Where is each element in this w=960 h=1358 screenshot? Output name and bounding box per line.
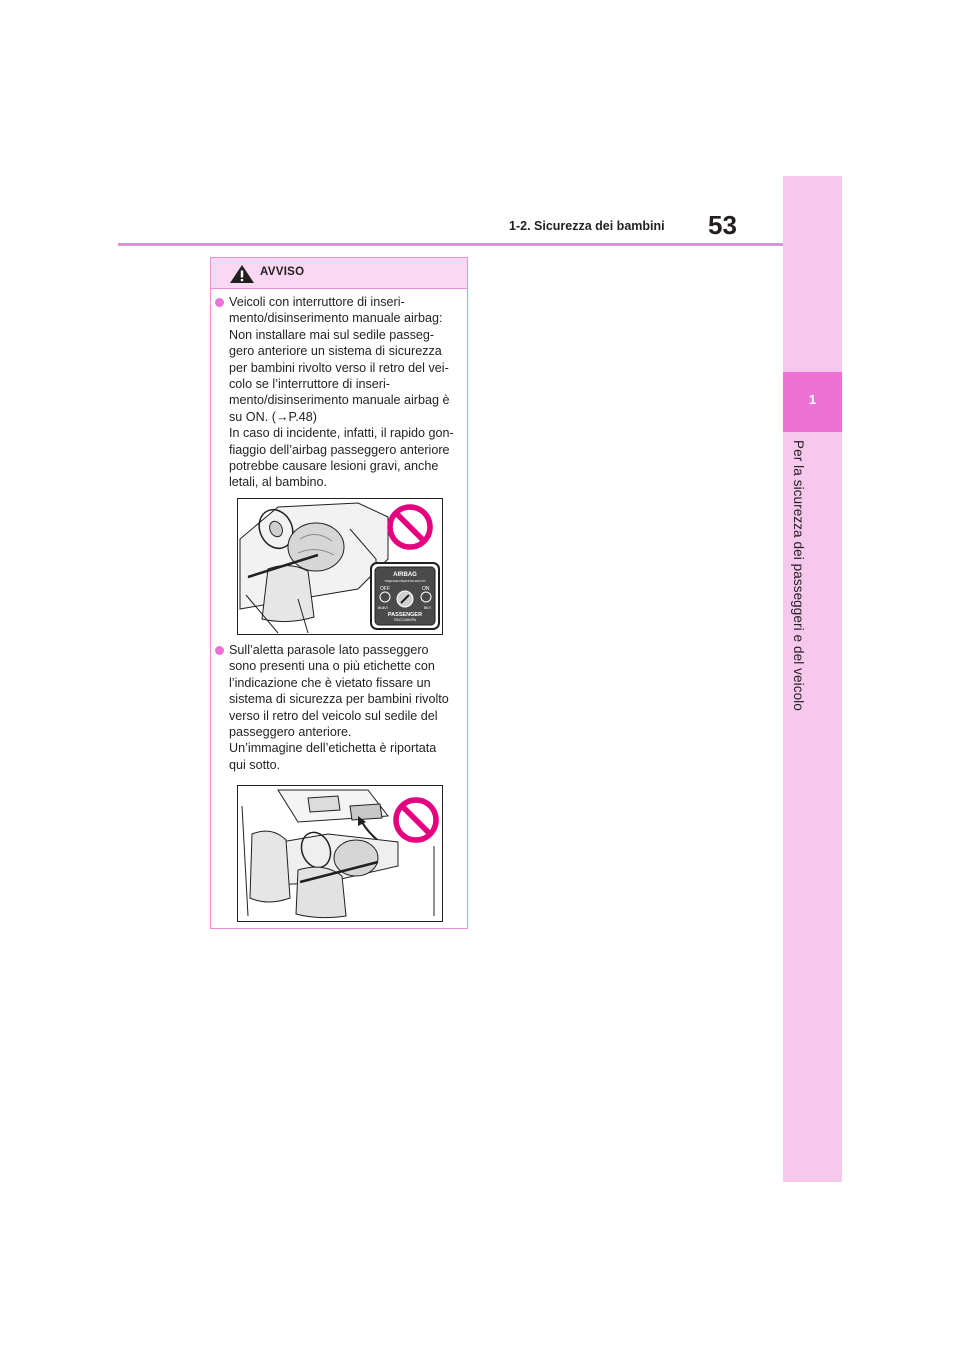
warning-bullet-text: Sull’aletta parasole lato passeggero sono presenti una o più etichette con l’indicazione che è vietato fissare un sistema di sicurezza per bambini rivolto verso il retro del veicolo sul sedile del passeggero anteriore. Un’immagine dell’etichetta è riportata qui sotto. [229,643,449,772]
chapter-number: 1 [808,392,817,407]
switch-off-label: OFF [380,586,390,592]
warning-box [210,257,468,929]
airbag-switch-panel [371,563,439,629]
page-number: 53 [708,210,737,240]
switch-subtitle: ПОДУШКИ БЕЗОПАСНОСТИ [384,579,426,583]
switch-passenger-label-ru: ПАССАЖИРА [393,618,417,622]
header-rule [118,243,783,246]
warning-triangle-icon [229,264,255,284]
section-title: 1-2. Sicurezza dei bambini [509,219,665,233]
warning-bullet-text: Veicoli con interruttore di inseri- mento/disinserimento manuale airbag: Non installare mai sul sedile passeg- gero anteriore un sistema di sicurezza per bambini rivolto verso il retro del vei- colo se l’interruttore di inseri- mento/disinserimento manuale airbag è su ON. (→P.48) In caso di incidente, infatti, il rapido gon- fiaggio dell’airbag passeggero anteriore potrebbe causare lesioni gravi, anche letali, al bambino. [229,295,454,490]
chapter-title: Per la sicurezza dei passeggeri e del veicolo [791,440,806,711]
switch-on-label: ON [422,586,430,592]
switch-title: AIRBAG [393,572,417,578]
airbag-switch-illustration [237,498,443,635]
prohibition-icon [390,507,430,547]
switch-off-label-ru: ВЫКЛ [378,606,388,610]
sun-visor-label-illustration [237,785,443,922]
warning-bullet-1 [215,294,467,491]
switch-passenger-label: PASSENGER [387,612,423,618]
warning-label: AVVISO [260,266,305,278]
switch-on-label-ru: ВКЛ [424,606,431,610]
warning-bullet-2 [215,642,467,773]
prohibition-icon [396,800,436,840]
bullet-dot-icon [215,298,224,307]
bullet-dot-icon [215,646,224,655]
warning-header [211,258,467,289]
